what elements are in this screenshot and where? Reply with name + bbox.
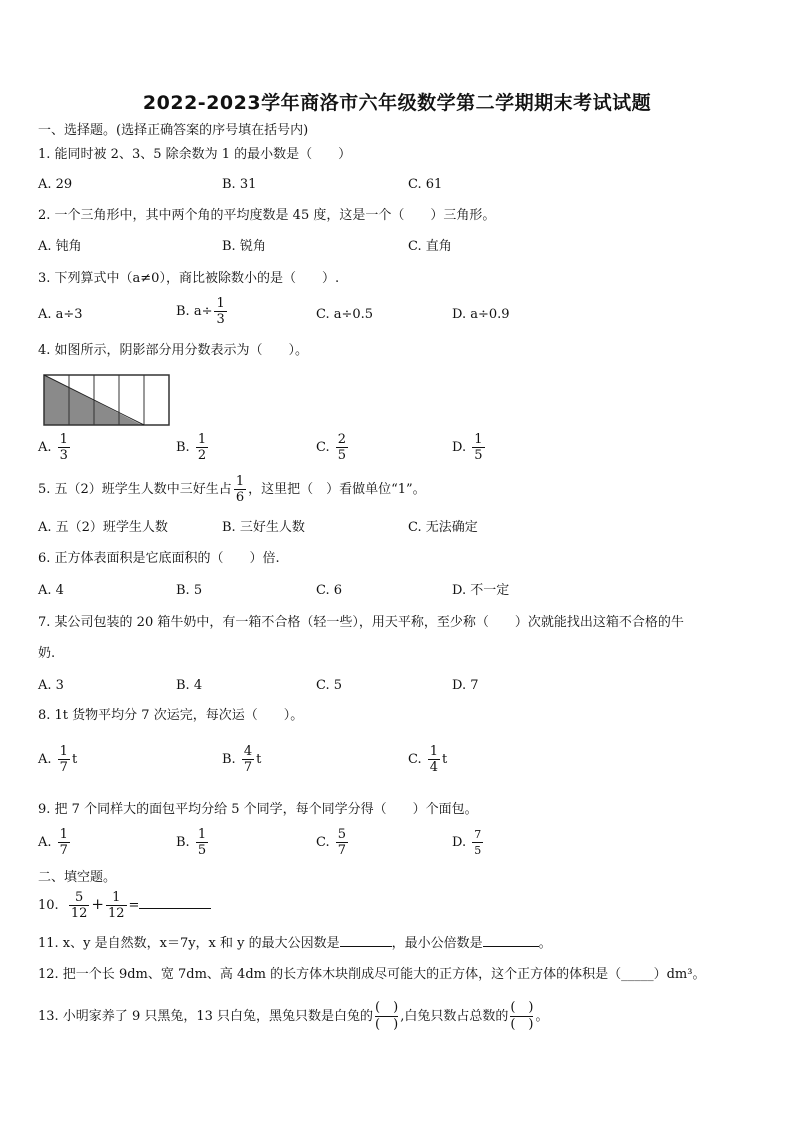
stem-text: 13. 小明家养了 9 只黑兔，13 只白兔，黑兔只数是白兔的 (38, 1009, 374, 1024)
option-b-text: B. a÷ (176, 304, 213, 319)
stem-text: 。 (535, 1009, 549, 1024)
option-label: D. (452, 835, 467, 850)
option-label: B. (222, 752, 236, 767)
question-11 (38, 935, 552, 953)
numerator: 1 (474, 432, 483, 447)
denominator: 5 (474, 448, 483, 463)
answer-blank[interactable] (139, 908, 211, 909)
question-6-option-d: D. 不一定 (452, 583, 510, 598)
denominator-blank: ( ) (375, 1017, 399, 1032)
fraction-blank[interactable] (375, 1000, 398, 1033)
question-2-option-b: B. 锐角 (222, 239, 266, 254)
question-1-stem: 1. 能同时被 2、3、5 除余数为 1 的最小数是（ ） (38, 147, 352, 162)
question-7-stem-line-1: 7. 某公司包装的 20 箱牛奶中，有一箱不合格（轻一些），用天平称，至少称（ ）次就能找出这箱不合格的牛 (38, 615, 684, 630)
equals-sign: = (128, 898, 140, 913)
denominator: 5 (474, 844, 482, 857)
question-2-option-c: C. 直角 (408, 239, 452, 254)
plus-sign: + (91, 895, 104, 913)
question-6-option-a: A. 4 (38, 583, 64, 598)
option-label: D. (452, 440, 467, 455)
question-7-option-b: B. 4 (176, 678, 203, 693)
fraction (214, 296, 226, 327)
question-7-option-d: D. 7 (452, 678, 479, 693)
question-number: 10. (38, 898, 59, 913)
question-9-stem: 9. 把 7 个同样大的面包平均分给 5 个同学，每个同学分得（ ）个面包。 (38, 802, 478, 817)
question-7-option-a: A. 3 (38, 678, 64, 693)
option-label: C. (408, 752, 422, 767)
denominator: 5 (197, 843, 207, 858)
question-10 (38, 890, 211, 921)
numerator: 4 (243, 744, 253, 759)
numerator: 1 (59, 744, 68, 759)
numerator: 1 (59, 432, 68, 447)
denominator: 7 (59, 843, 68, 858)
question-6-option-b: B. 5 (176, 583, 203, 598)
numerator: 5 (74, 890, 84, 905)
question-3-option-c: C. a÷0.5 (316, 307, 374, 322)
denominator: 6 (235, 490, 245, 505)
question-4-option-b (176, 432, 210, 463)
denominator: 4 (429, 760, 439, 775)
option-label: A. (38, 752, 52, 767)
denominator: 7 (243, 760, 253, 775)
fraction (196, 827, 208, 858)
question-5-stem (38, 474, 426, 505)
fraction (242, 744, 254, 775)
question-7-option-c: C. 5 (316, 678, 343, 693)
question-5-option-b: B. 三好生人数 (222, 520, 305, 535)
question-1-option-c: C. 61 (408, 177, 443, 192)
stem-text: 。 (538, 936, 552, 951)
stem-text: ，这里把（ ）看做单位“1”。 (248, 482, 426, 497)
fraction-blank[interactable] (510, 1000, 533, 1033)
stem-text: 11. x、y 是自然数，x＝7y，x 和 y 的最大公因数是 (38, 936, 340, 951)
fraction (472, 432, 484, 463)
numerator: 1 (59, 827, 68, 842)
fraction (336, 827, 348, 858)
fraction (106, 890, 127, 921)
question-13 (38, 1000, 549, 1033)
numerator-blank: ( ) (375, 1000, 399, 1015)
question-8-option-c (408, 744, 447, 775)
question-3-option-d: D. a÷0.9 (452, 307, 510, 322)
unit: t (71, 752, 78, 767)
denominator: 3 (216, 312, 225, 327)
fraction (58, 827, 70, 858)
question-3-option-a: A. a÷3 (38, 307, 83, 322)
question-4-stem: 4. 如图所示，阴影部分用分数表示为（ ）。 (38, 343, 309, 358)
denominator: 2 (197, 448, 207, 463)
numerator: 1 (235, 474, 245, 489)
question-7-stem-line-2: 奶. (38, 646, 56, 661)
question-6-option-c: C. 6 (316, 583, 343, 598)
question-9-option-c (316, 827, 350, 858)
denominator: 7 (337, 843, 347, 858)
question-8-option-b (222, 744, 261, 775)
denominator: 3 (59, 448, 68, 463)
question-2-stem: 2. 一个三角形中，其中两个角的平均度数是 45 度，这是一个（ ）三角形。 (38, 208, 496, 223)
numerator: 1 (216, 296, 225, 311)
answer-blank[interactable] (483, 946, 539, 947)
denominator: 12 (107, 906, 125, 921)
fraction (196, 432, 208, 463)
answer-blank[interactable] (340, 946, 392, 947)
question-4-option-c (316, 432, 350, 463)
question-3-stem: 3. 下列算式中（a≠0），商比被除数小的是（ ）. (38, 271, 340, 286)
question-5-option-c: C. 无法确定 (408, 520, 478, 535)
question-5-option-a: A. 五（2）班学生人数 (38, 520, 168, 535)
unit: t (256, 752, 262, 767)
question-8-option-a (38, 744, 77, 775)
numerator: 5 (337, 827, 347, 842)
option-label: B. (176, 440, 190, 455)
page-title: 2022-2023学年商洛市六年级数学第二学期期末考试试题 (142, 92, 652, 114)
stem-text: ,白兔只数占总数的 (400, 1009, 509, 1024)
numerator: 1 (197, 827, 207, 842)
question-9-option-a (38, 827, 72, 858)
question-4-option-a (38, 432, 72, 463)
question-9-option-d (452, 827, 485, 858)
question-4-option-d (452, 432, 487, 463)
question-3-option-b (176, 296, 229, 327)
denominator: 12 (70, 906, 88, 921)
section-heading-choice: 一、选择题。(选择正确答案的序号填在括号内) (38, 123, 309, 138)
shaded-rectangle-figure (43, 374, 170, 426)
question-1-option-a: A. 29 (38, 177, 73, 192)
unit: t (442, 752, 448, 767)
numerator-blank: ( ) (510, 1000, 534, 1015)
stem-text: ，最小公倍数是 (391, 936, 483, 951)
fraction (472, 827, 483, 858)
question-2-option-a: A. 钝角 (38, 239, 82, 254)
stem-text: 5. 五（2）班学生人数中三好生占 (38, 482, 232, 497)
section-heading-fill: 二、填空题。 (38, 870, 117, 885)
fraction (336, 432, 348, 463)
numerator: 1 (112, 890, 121, 905)
question-12: 12. 把一个长 9dm、宽 7dm、高 4dm 的长方体木块削成尽可能大的正方体，这个正方体的体积是（_____）dm³。 (38, 967, 706, 982)
fraction (58, 432, 70, 463)
denominator: 7 (59, 760, 68, 775)
denominator-blank: ( ) (510, 1017, 534, 1032)
question-1-option-b: B. 31 (222, 177, 257, 192)
option-label: B. (176, 835, 190, 850)
numerator: 1 (197, 432, 207, 447)
fraction (58, 744, 70, 775)
denominator: 5 (337, 448, 347, 463)
question-9-option-b (176, 827, 210, 858)
numerator: 2 (337, 432, 347, 447)
option-label: C. (316, 440, 330, 455)
numerator: 7 (474, 828, 482, 841)
fraction (234, 474, 246, 505)
numerator: 1 (429, 744, 439, 759)
fraction (428, 744, 440, 775)
question-6-stem: 6. 正方体表面积是它底面积的（ ）倍. (38, 551, 280, 566)
question-8-stem: 8. 1t 货物平均分 7 次运完，每次运（ ）。 (38, 708, 304, 723)
option-label: A. (38, 440, 52, 455)
option-label: C. (316, 835, 330, 850)
option-label: A. (38, 835, 52, 850)
fraction (69, 890, 90, 921)
